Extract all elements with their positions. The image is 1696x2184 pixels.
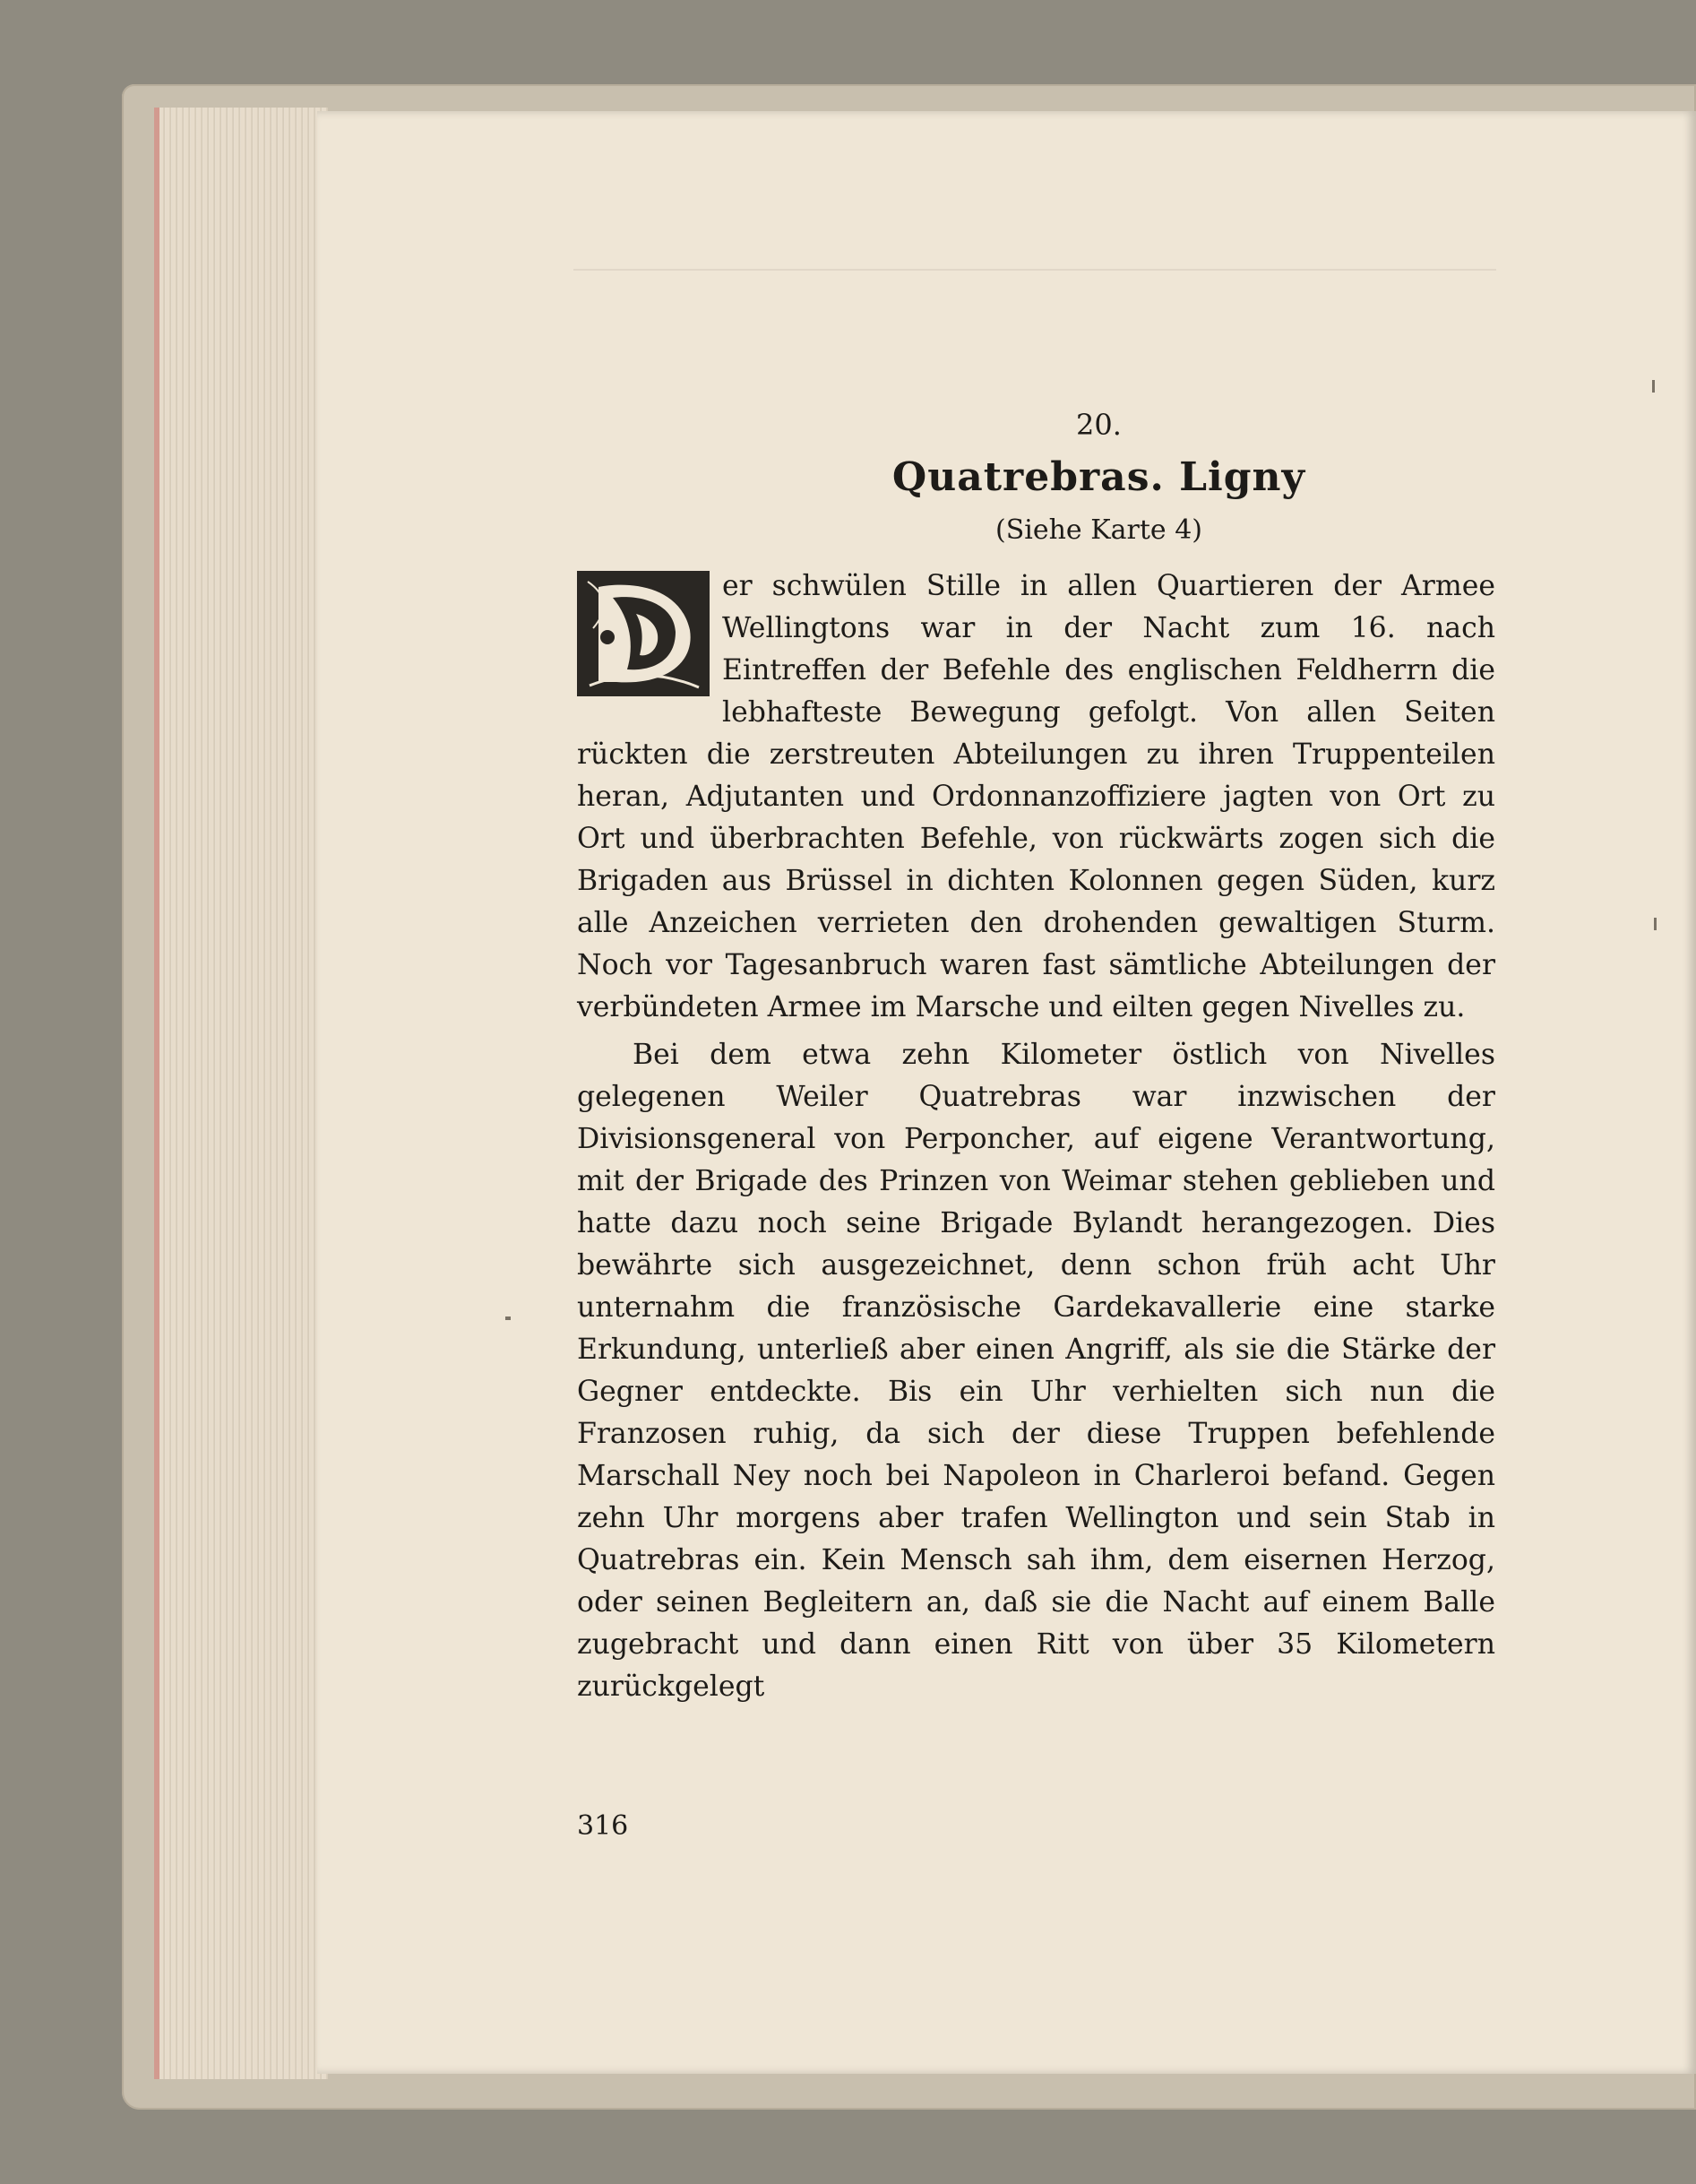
page-edges bbox=[154, 108, 328, 2079]
chapter-number: 20. bbox=[1076, 408, 1122, 442]
bleed-through-rule bbox=[573, 269, 1496, 281]
paper-mark bbox=[1652, 380, 1655, 393]
paper-mark bbox=[505, 1316, 511, 1320]
paragraph-1: er schwülen Stille in allen Quartieren der Armee Wellingtons war in der Nacht zum 16. nach Eintreffen der Befehle des englischen Feldherrn die lebhafteste Bewegung gefolgt. Von allen Seiten rückten die zerstreuten Abteilungen zu ihren Truppenteilen heran, Adjutanten und Ordonnanzoffiziere jagten von Ort zu Ort und überbrachten Befehle, von rückwärts zogen sich die Brigaden aus Brüssel in dichten Kolonnen gegen Süden, kurz alle Anzeichen verrieten den drohenden gewaltigen Sturm. Noch vor Tagesanbruch waren fast sämtliche Abteilungen der verbündeten Armee im Marsche und eilten gegen Nivelles zu. bbox=[577, 570, 1495, 1023]
chapter-title: Quatrebras. Ligny bbox=[891, 454, 1306, 500]
dropcap-svg bbox=[581, 574, 706, 693]
ornamental-initial-d-icon bbox=[577, 571, 710, 696]
chapter-body bbox=[577, 565, 1495, 1708]
chapter-subtitle: (Siehe Karte 4) bbox=[995, 514, 1202, 546]
chapter-text-block bbox=[577, 408, 1495, 1708]
paper-mark bbox=[1654, 918, 1657, 930]
paragraph-2: Bei dem etwa zehn Kilometer östlich von Nivelles gelegenen Weiler Quatrebras war inzwischen der Divisionsgeneral von Perponcher, auf eigene Verantwortung, mit der Brigade des Prinzen von Weimar stehen geblieben und hatte dazu noch seine Brigade Bylandt herangezogen. Dies bewährte sich ausgezeichnet, denn schon früh acht Uhr unternahm die französische Gardekavallerie eine starke Erkundung, unterließ aber einen Angriff, als sie die Stärke der Gegner entdeckte. Bis ein Uhr verhielten sich nun die Franzosen ruhig, da sich der diese Truppen befehlende Marschall Ney noch bei Napoleon in Charleroi befand. Gegen zehn Uhr morgens aber trafen Wellington und sein Stab in Quatrebras ein. Kein Mensch sah ihm, dem eisernen Herzog, oder seinen Begleitern an, daß sie die Nacht auf einem Balle zugebracht und dann einen Ritt von über 35 Kilometern zurückgelegt bbox=[577, 1039, 1495, 1703]
page-number: 316 bbox=[577, 1810, 629, 1842]
